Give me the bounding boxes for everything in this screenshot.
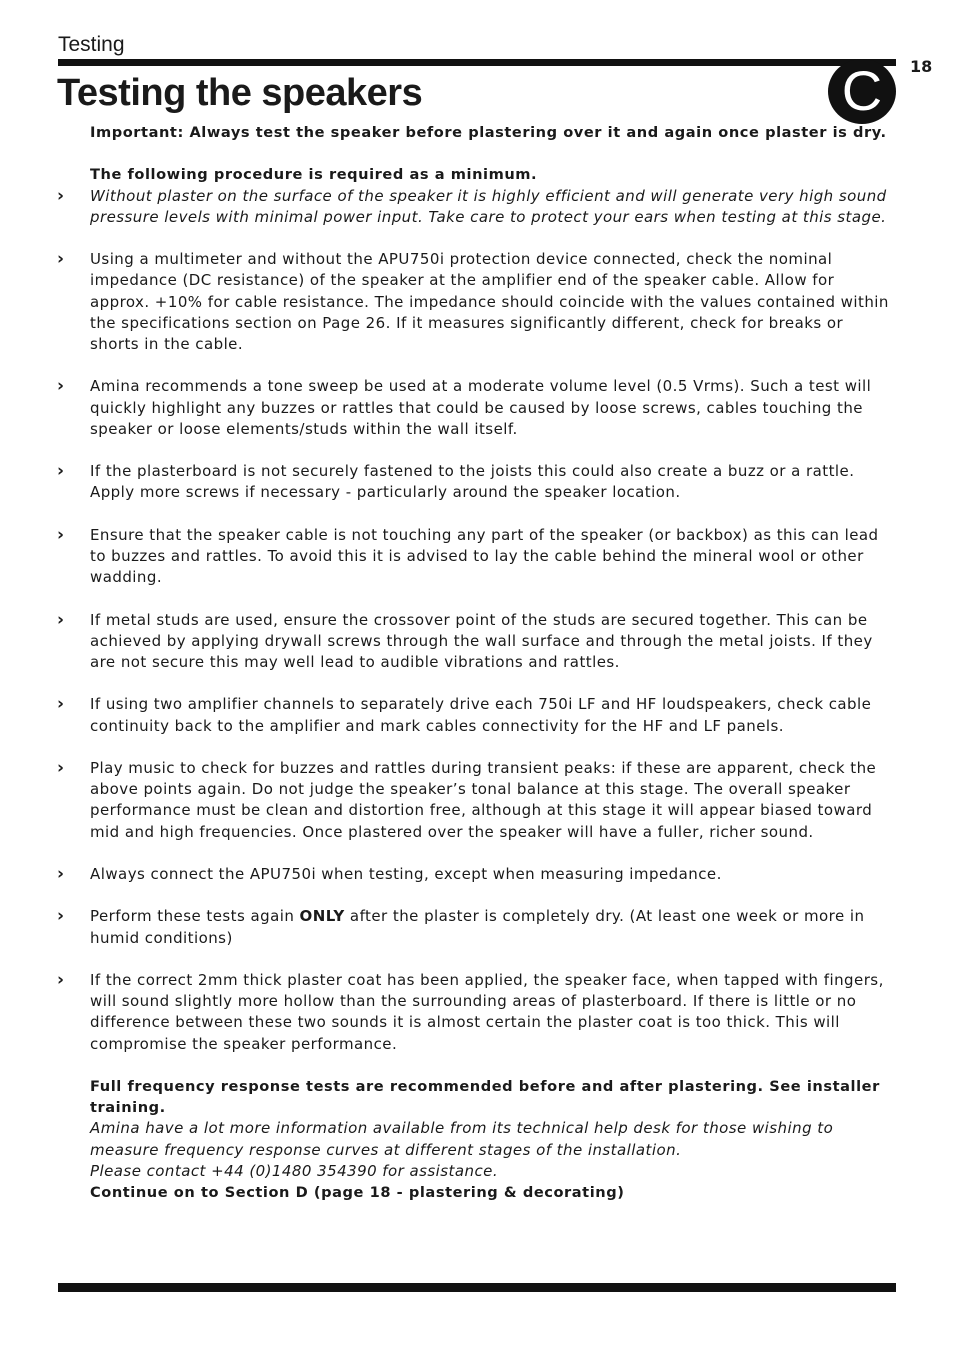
top-divider [58, 59, 896, 66]
help-desk-info: Amina have a lot more information available from its technical help desk for those wishing to measure frequency response curves at different stages of the installation. [90, 1119, 834, 1159]
bullet-text-pre: Perform these tests again [90, 907, 300, 926]
bullet-text-post: after the plaster is completely dry. (At least one week or more in humid conditions) [90, 907, 865, 947]
page-title: Testing the speakers [57, 72, 423, 114]
list-item [57, 249, 890, 355]
list-item [57, 609, 890, 674]
chevron-right-icon: › [57, 376, 65, 397]
list-item [57, 461, 890, 503]
bullet-text: If the plasterboard is not securely fastened to the joists this could also create a buzz or a rattle. Apply more screws if necessary - particularly around the speaker location. [90, 462, 855, 502]
contact-info: Please contact +44 (0)1480 354390 for assistance. [90, 1161, 499, 1180]
bullet-text: If metal studs are used, ensure the crossover point of the studs are secured together. This can be achieved by applying drywall screws through the wall surface and through the metal joists. If they are not secure this may well lead to audible vibrations and rattles. [90, 610, 873, 671]
list-item [57, 906, 890, 948]
page-number: 18 [910, 57, 933, 76]
list-item [57, 757, 890, 843]
bullet-text: Without plaster on the surface of the speaker it is highly efficient and will generate very high sound pressure levels with minimal power input. Take care to protect your ears when testing at this stage. [90, 186, 887, 226]
list-item [57, 863, 890, 885]
list-item [57, 969, 890, 1055]
bullet-text: Always connect the APU750i when testing, except when measuring impedance. [90, 864, 722, 883]
bullet-text: Amina recommends a tone sweep be used at a moderate volume level (0.5 Vrms). Such a test will quickly highlight any buzzes or rattles that could be caused by loose screws, cables touching the speaker or loose elements/studs within the wall itself. [90, 377, 872, 438]
section-badge: C [828, 59, 896, 124]
bullet-text: Using a multimeter and without the APU750i protection device connected, check the nominal impedance (DC resistance) of the speaker at the amplifier end of the speaker cable. Allow for approx. +10% for cable resistance. The impedance should coincide with the values contained within the specifications section on Page 26. If it measures significantly different, check for breaks or shorts in the cable. [90, 250, 889, 353]
list-item [57, 185, 890, 228]
bullet-text: If the correct 2mm thick plaster coat has been applied, the speaker face, when tapped with fingers, will sound slightly more hollow than the surrounding areas of plasterboard. If there is little or no difference between these two sounds it is almost certain the plaster coat is too thick. This will compromise the speaker performance. [90, 970, 884, 1053]
chevron-right-icon: › [57, 969, 65, 990]
continue-note: Continue on to Section D (page 18 - plastering & decorating) [90, 1183, 625, 1201]
minimum-note: The following procedure is required as a minimum. [90, 166, 538, 184]
chevron-right-icon: › [57, 694, 65, 715]
content-body [57, 122, 890, 1203]
bottom-divider [58, 1283, 896, 1292]
list-item [57, 694, 890, 736]
bullet-text [90, 906, 890, 948]
section-label: Testing [58, 33, 125, 56]
important-note: Important: Always test the speaker before plastering over it and again once plaster is dry. [90, 124, 887, 141]
chevron-right-icon: › [57, 906, 65, 927]
chevron-right-icon: › [57, 461, 65, 482]
bullet-text: If using two amplifier channels to separately drive each 750i LF and HF loudspeakers, check cable continuity back to the amplifier and mark cables connectivity for the HF and LF panels. [90, 695, 872, 735]
emphasis-only: ONLY [299, 907, 345, 926]
chevron-right-icon: › [57, 757, 65, 778]
list-item [57, 524, 890, 589]
bullet-text: Ensure that the speaker cable is not touching any part of the speaker (or backbox) as this can lead to buzzes and rattles. To avoid this it is advised to lay the cable behind the mineral wool or other wadding. [90, 525, 879, 587]
frequency-note: Full frequency response tests are recommended before and after plastering. See installer training. [90, 1077, 880, 1117]
list-item [57, 376, 890, 440]
chevron-right-icon: › [57, 863, 65, 884]
chevron-right-icon: › [57, 609, 65, 630]
bullet-text: Play music to check for buzzes and rattles during transient peaks: if these are apparent, check the above points again. Do not judge the speaker’s tonal balance at this stage. The overall speaker performance must be clean and distortion free, although at this stage it will appear biased toward mid and high frequencies. Once plastered over the speaker will have a fuller, richer sound. [90, 758, 877, 841]
chevron-right-icon: › [57, 524, 65, 545]
chevron-right-icon: › [57, 249, 65, 270]
chevron-right-icon: › [57, 185, 65, 206]
